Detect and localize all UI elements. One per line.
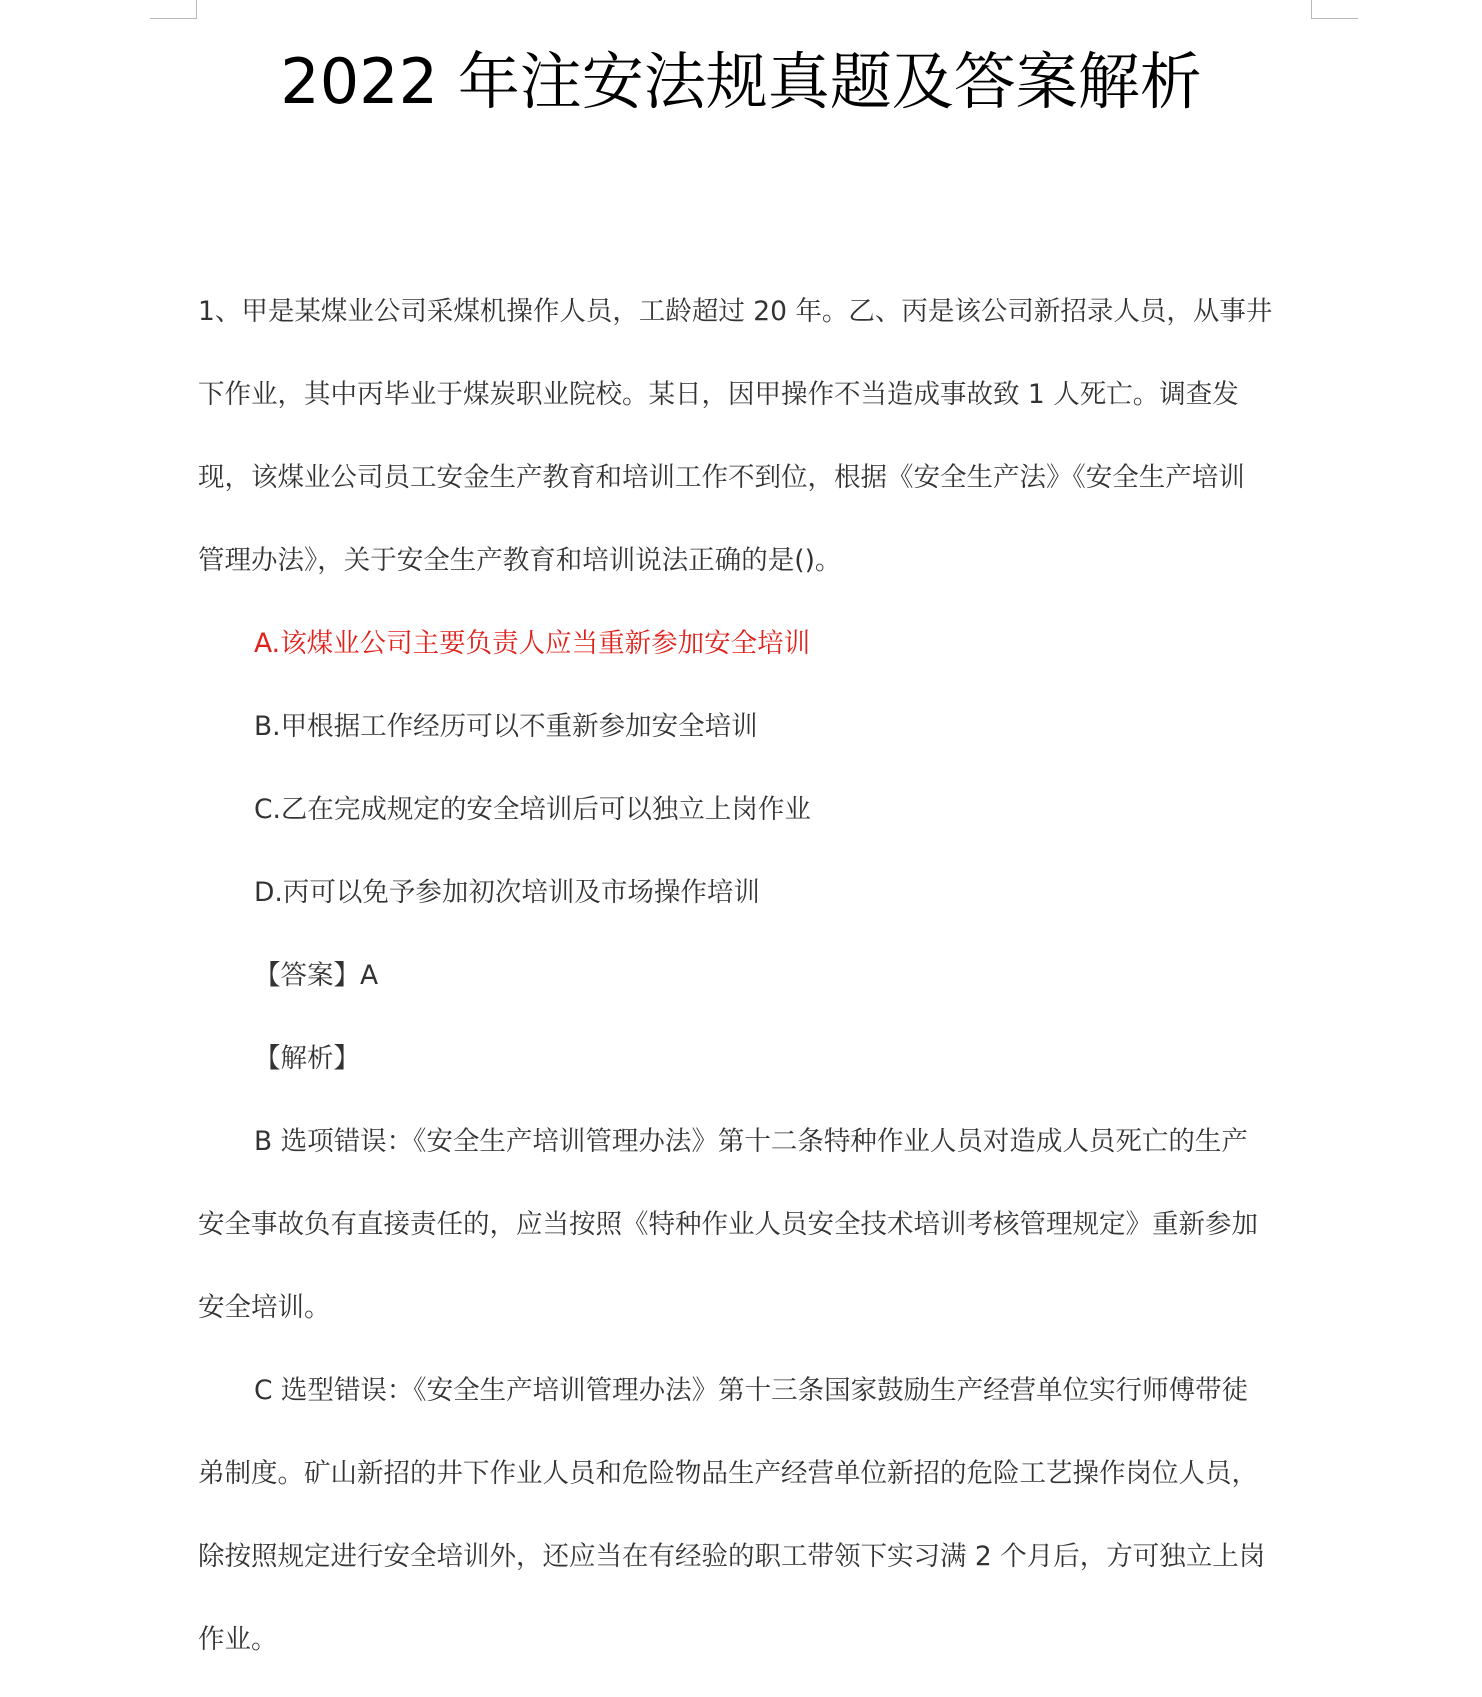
answer-line: 【答案】A: [254, 960, 379, 991]
analysis-b-line: 安全事故负有直接责任的，应当按照《特种作业人员安全技术培训考核管理规定》重新参加: [198, 1209, 1258, 1240]
analysis-b-line: 安全培训。: [198, 1292, 331, 1323]
crop-mark-top-right: [1311, 0, 1358, 19]
option-b: B.甲根据工作经历可以不重新参加安全培训: [254, 711, 758, 742]
question-line: 管理办法》，关于安全生产教育和培训说法正确的是()。: [198, 545, 842, 576]
question-line: 1、甲是某煤业公司采煤机操作人员，工龄超过 20 年。乙、丙是该公司新招录人员，从事井: [198, 296, 1273, 327]
option-a: A.该煤业公司主要负责人应当重新参加安全培训: [254, 628, 811, 659]
question-line: 下作业，其中丙毕业于煤炭职业院校。某日，因甲操作不当造成事故致 1 人死亡。调查发: [198, 379, 1239, 410]
crop-mark-top-left: [150, 0, 197, 19]
option-d: D.丙可以免予参加初次培训及市场操作培训: [254, 877, 760, 908]
option-c: C.乙在完成规定的安全培训后可以独立上岗作业: [254, 794, 811, 825]
analysis-c-line: 弟制度。矿山新招的井下作业人员和危险物品生产经营单位新招的危险工艺操作岗位人员，: [198, 1458, 1258, 1489]
question-line: 现，该煤业公司员工安金生产教育和培训工作不到位，根据《安全生产法》《安全生产培训: [198, 462, 1245, 493]
analysis-c-line: C 选型错误：《安全生产培训管理办法》第十三条国家鼓励生产经营单位实行师傅带徒: [254, 1375, 1249, 1406]
analysis-c-line: 除按照规定进行安全培训外，还应当在有经验的职工带领下实习满 2 个月后，方可独立上岗: [198, 1541, 1266, 1572]
analysis-label: 【解析】: [254, 1043, 360, 1074]
page-title: 2022 年注安法规真题及答案解析: [280, 45, 1202, 118]
analysis-b-line: B 选项错误：《安全生产培训管理办法》第十二条特种作业人员对造成人员死亡的生产: [254, 1126, 1248, 1157]
analysis-c-line: 作业。: [198, 1624, 278, 1655]
